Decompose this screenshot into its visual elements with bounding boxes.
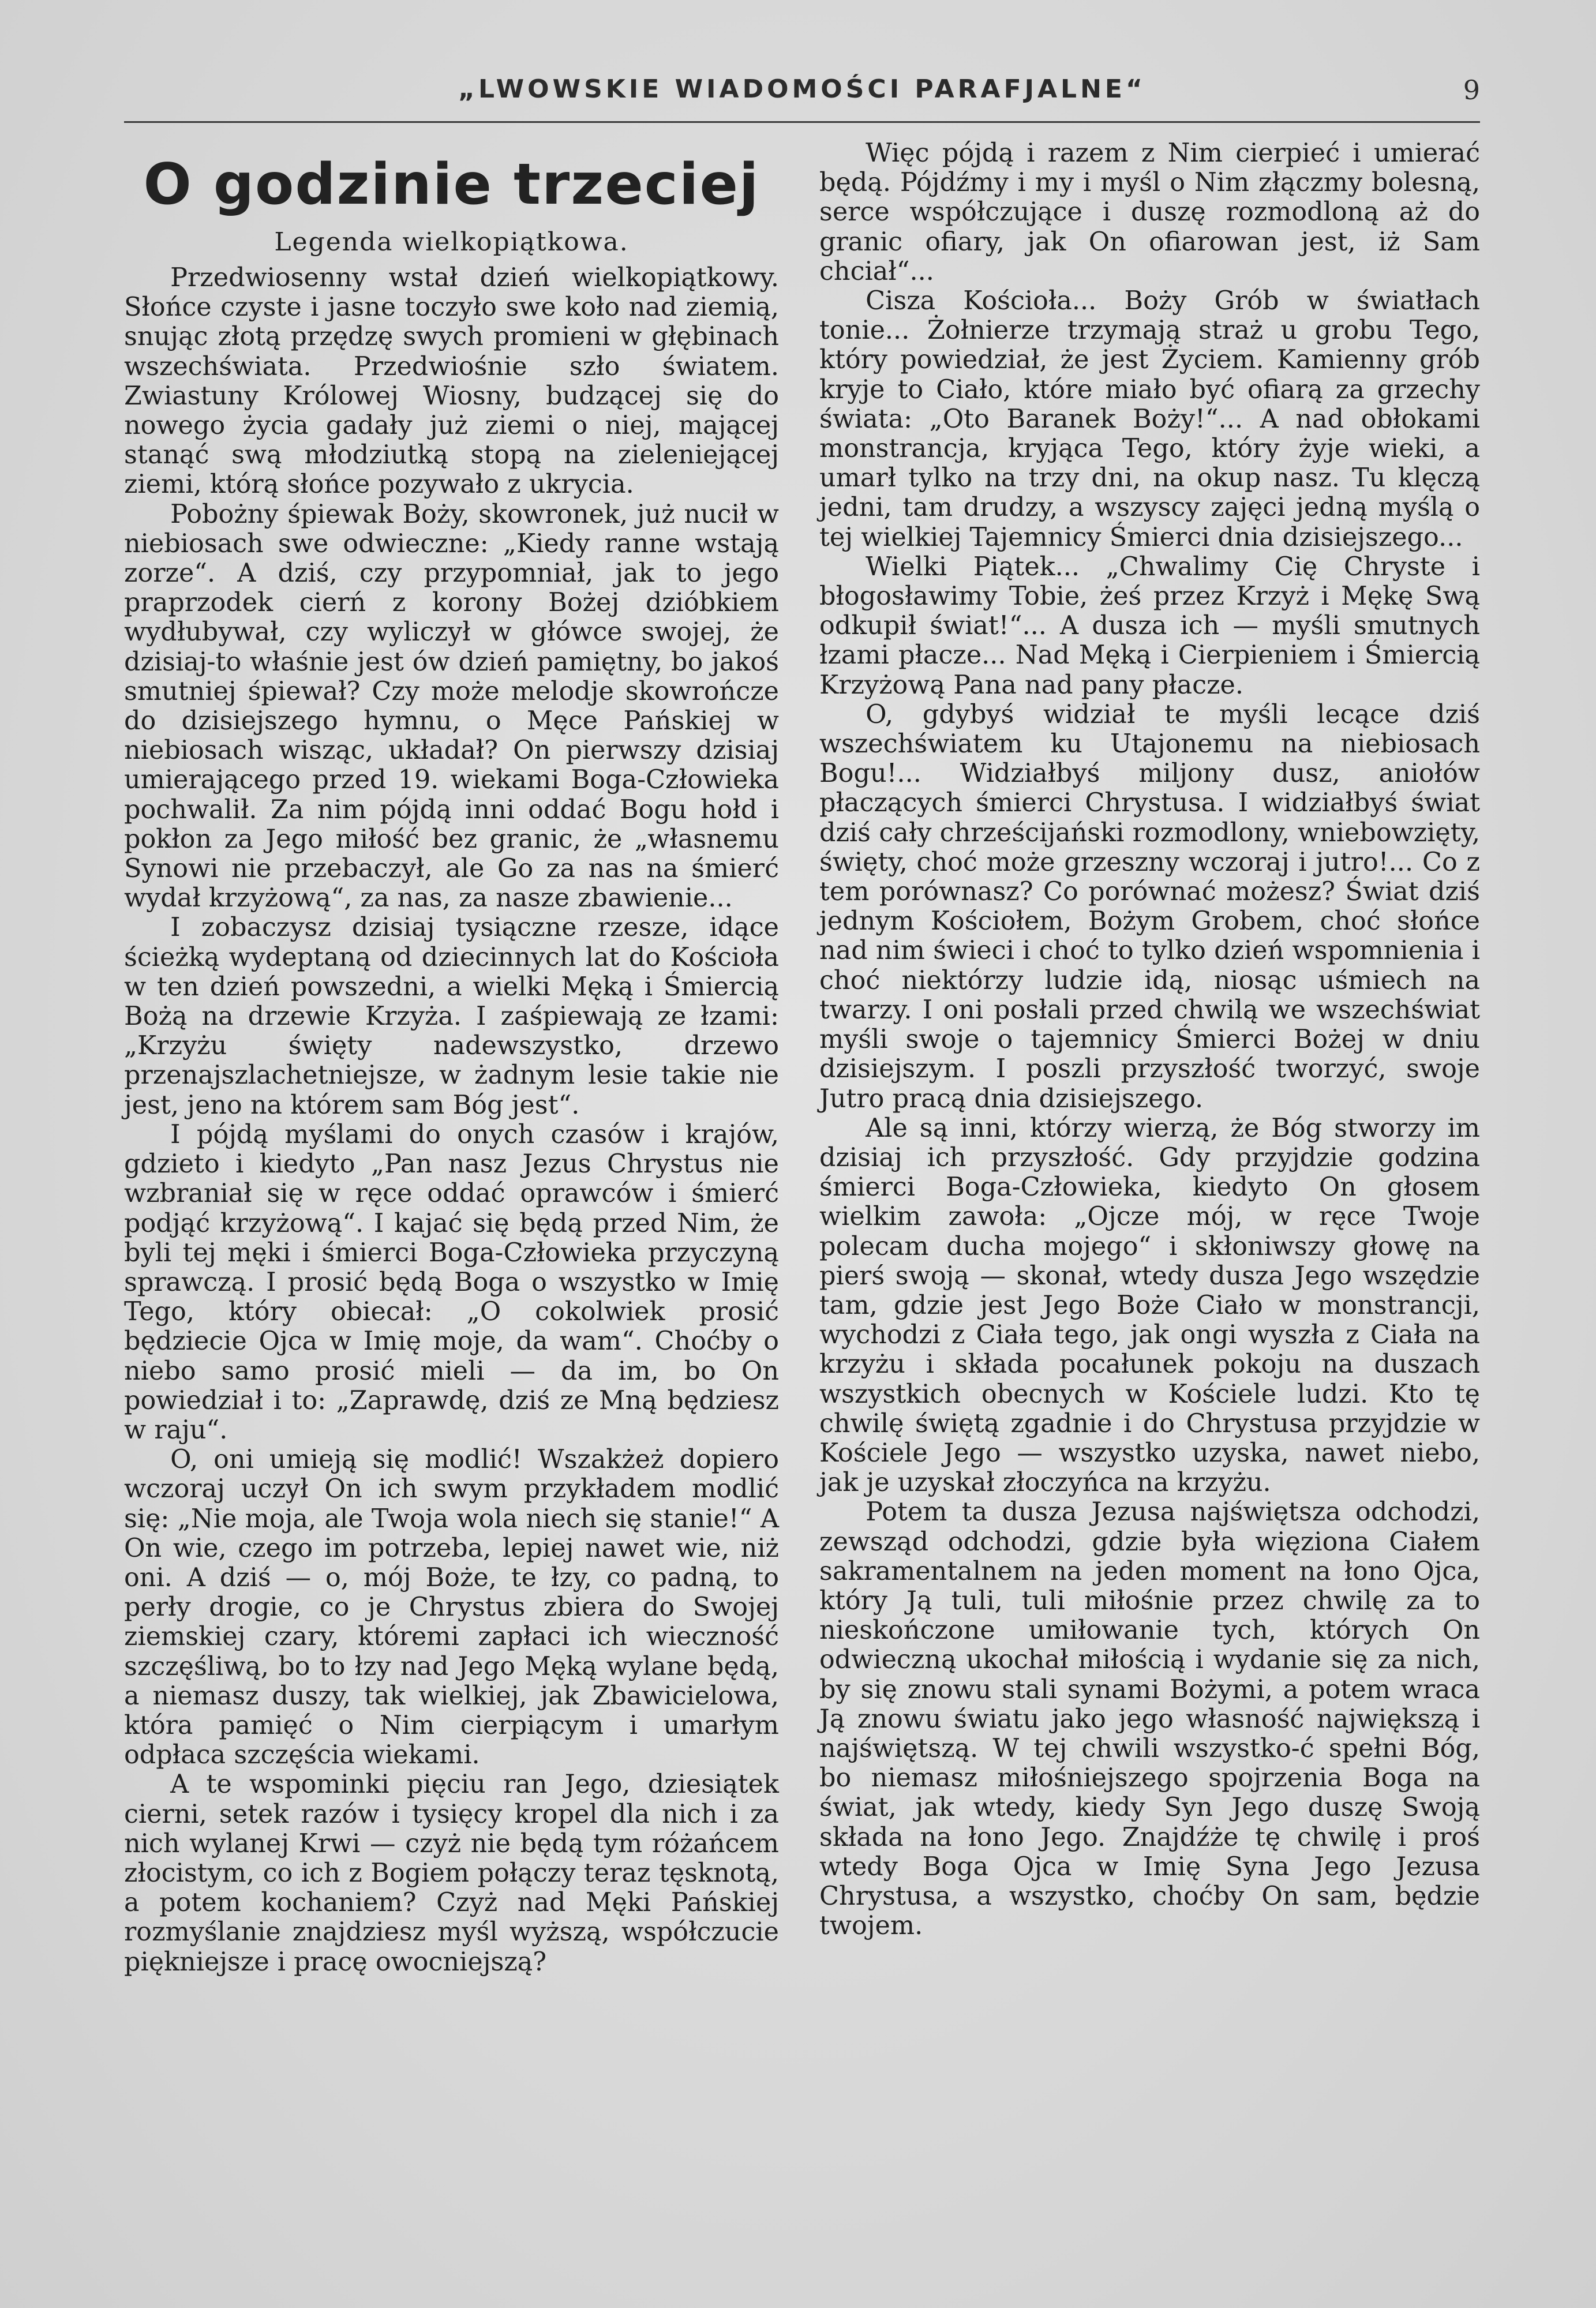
paragraph: Pobożny śpiewak Boży, skowronek, już nucił w niebiosach swe odwieczne: „Kiedy ranne wstają zorze“. A dziś, czy przypomniał, jak to jego praprzodek cierń z korony Bożej dzióbkiem wydłubywał, czy wyliczył w główce swojej, że dzisiaj-to właśnie jest ów dzień pamiętny, bo jakoś smutniej śpiewał? Czy może melodje skowrończe do dzisiejszego hymnu, o Męce Pańskiej w niebiosach wisząc, układał? On pierwszy dzisiaj umierającego przed 19. wiekami Boga-Człowieka pochwalił. Za nim pójdą inni oddać Bogu hołd i pokłon za Jego miłość bez granic, że „własnemu Synowi nie przebaczył, ale Go za nas na śmierć wydał krzyżową“, za nas, za nasze zbawienie...	[124, 499, 779, 913]
article-subtitle: Legenda wielkopiątkowa.	[274, 227, 629, 257]
page-header	[124, 72, 1480, 123]
right-column	[819, 138, 1480, 1940]
paragraph: Więc pójdą i razem z Nim cierpieć i umierać będą. Pójdźmy i my i myśl o Nim złączmy bolesną, serce współczujące i duszę rozmodloną aż do granic ofiary, jak On ofiarowan jest, iż Sam chciał“...	[819, 138, 1480, 286]
paragraph: Przedwiosenny wstał dzień wielkopiątkowy. Słońce czyste i jasne toczyło swe koło nad ziemią, snując złotą przędzę swych promieni w głębinach wszechświata. Przedwiośnie szło światem. Zwiastuny Królowej Wiosny, budzącej się do nowego życia gadały już ziemi o niej, mającej stanąć swą młodziutką stopą na zieleniejącej ziemi, którą słońce pozywało z ukrycia.	[124, 263, 779, 500]
paragraph: O, oni umieją się modlić! Wszakżeż dopiero wczoraj uczył On ich swym przykładem modlić się: „Nie moja, ale Twoja wola niech się stanie!“ A On wie, czego im potrzeba, lepiej nawet wie, niż oni. A dziś — o, mój Boże, te łzy, co padną, to perły drogie, co je Chrystus zbiera do Swojej ziemskiej czary, któremi zapłaci ich wieczność szczęśliwą, bo to łzy nad Jego Męką wylane będą, a niemasz duszy, tak wielkiej, jak Zbawicielowa, która pamięć o Nim cierpiącym i umarłym odpłaca szczęścia wiekami.	[124, 1445, 779, 1770]
paragraph: I pójdą myślami do onych czasów i krajów, gdzieto i kiedyto „Pan nasz Jezus Chrystus nie wzbraniał się w ręce oddać oprawców i śmierć podjąć krzyżową“. I kajać się będą przed Nim, że byli tej męki i śmierci Boga-Człowieka przyczyną sprawczą. I prosić będą Boga o wszystko w Imię Tego, który obiecał: „O cokolwiek prosić będziecie Ojca w Imię moje, da wam“. Choćby o niebo samo prosić mieli — da im, bo On powiedział i to: „Zaprawdę, dziś ze Mną będziesz w raju“.	[124, 1119, 779, 1445]
paragraph: Ale są inni, którzy wierzą, że Bóg stworzy im dzisiaj ich przyszłość. Gdy przyjdzie godzina śmierci Boga-Człowieka, kiedyto On głosem wielkim zawoła: „Ojcze mój, w ręce Twoje polecam ducha mojego“ i skłoniwszy głowę na pierś swoją — skonał, wtedy dusza Jego wszędzie tam, gdzie jest Jego Boże Ciało w monstrancji, wychodzi z Ciała tego, jak ongi wyszła z Ciała na krzyżu i składa pocałunek pokoju na duszach wszystkich obecnych w Kościele ludzi. Kto tę chwilę świętą zgadnie i do Chrystusa przyjdzie w Kościele Jego — wszystko uzyska, nawet niebo, jak je uzyskał złoczyńca na krzyżu.	[819, 1113, 1480, 1498]
left-column	[124, 138, 779, 1977]
newspaper-title: „LWOWSKIE WIADOMOŚCI PARAFJALNE“	[458, 74, 1146, 104]
paragraph: Wielki Piątek... „Chwalimy Cię Chryste i błogosławimy Tobie, żeś przez Krzyż i Mękę Swą odkupił świat!“... A dusza ich — myśli smutnych łzami płacze... Nad Męką i Cierpieniem i Śmiercią Krzyżową Pana nad pany płacze.	[819, 552, 1480, 700]
paragraph: O, gdybyś widział te myśli lecące dziś wszechświatem ku Utajonemu na niebiosach Bogu!... Widziałbyś miljony dusz, aniołów płaczących śmierci Chrystusa. I widziałbyś świat dziś cały chrześcijański rozmodlony, wniebowzięty, święty, choć może grzeszny wczoraj i jutro!... Co z tem porównasz? Co porównać możesz? Świat dziś jednym Kościołem, Bożym Grobem, choć słońce nad nim świeci i choć to tylko dzień wspomnienia i choć niektórzy ludzie idą, niosąc uśmiech na twarzy. I oni posłali przed chwilą we wszechświat myśli swoje o tajemnicy Śmierci Bożej w dniu dzisiejszym. I poszli przyszłość tworzyć, swoje Jutro pracą dnia dzisiejszego.	[819, 699, 1480, 1114]
paragraph: A te wspominki pięciu ran Jego, dziesiątek cierni, setek razów i tysięcy kropel dla nich i za nich wylanej Krwi — czyż nie będą tym różańcem złocistym, co ich z Bogiem połączy teraz tęsknotą, a potem kochaniem? Czyż nad Męki Pańskiej rozmyślanie znajdziesz myśl wyższą, współczucie piękniejsze i pracę owocniejszą?	[124, 1770, 779, 1977]
page-number: 9	[1463, 74, 1480, 106]
article-title: O godzinie trzeciej	[143, 152, 760, 218]
paragraph: Potem ta dusza Jezusa najświętsza odchodzi, zewsząd odchodzi, gdzie była więziona Ciałem sakramentalnem na jeden moment na łono Ojca, który Ją tuli, tuli miłośnie przez chwilę za to nieskończone umiłowanie tych, których On odwieczną ukochał miłością i wydanie się za nich, by się znowu stali synami Bożymi, a potem wraca Ją znowu światu jako jego własność największą i najświętszą. W tej chwili wszystko-ć spełni Bóg, bo niemasz miłośniejszego spojrzenia Boga na świat, jak wtedy, kiedy Syn Jego duszę Swoją składa na łono Jego. Znajdźże tę chwilę i proś wtedy Boga Ojca w Imię Syna Jego Jezusa Chrystusa, a wszystko, choćby On sam, będzie twojem.	[819, 1497, 1480, 1941]
paragraph: Cisza Kościoła... Boży Grób w światłach tonie... Żołnierze trzymają straż u grobu Tego, który powiedział, że jest Życiem. Kamienny grób kryje to Ciało, które miało być ofiarą za grzechy świata: „Oto Baranek Boży!“... A nad obłokami monstrancja, kryjąca Tego, który żyje wieki, a umarł tylko na trzy dni, na okup nasz. Tu klęczą jedni, tam drudzy, a wszyscy zajęci jedną myślą o tej wielkiej Tajemnicy Śmierci dnia dzisiejszego...	[819, 286, 1480, 552]
paragraph: I zobaczysz dzisiaj tysiączne rzesze, idące ścieżką wydeptaną od dziecinnych lat do Kościoła w ten dzień powszedni, a wielki Męką i Śmiercią Bożą na drzewie Krzyża. I zaśpiewają ze łzami: „Krzyżu święty nadewszystko, drzewo przenajszlachetniejsze, w żadnym lesie takie nie jest, jeno na którem sam Bóg jest“.	[124, 913, 779, 1120]
